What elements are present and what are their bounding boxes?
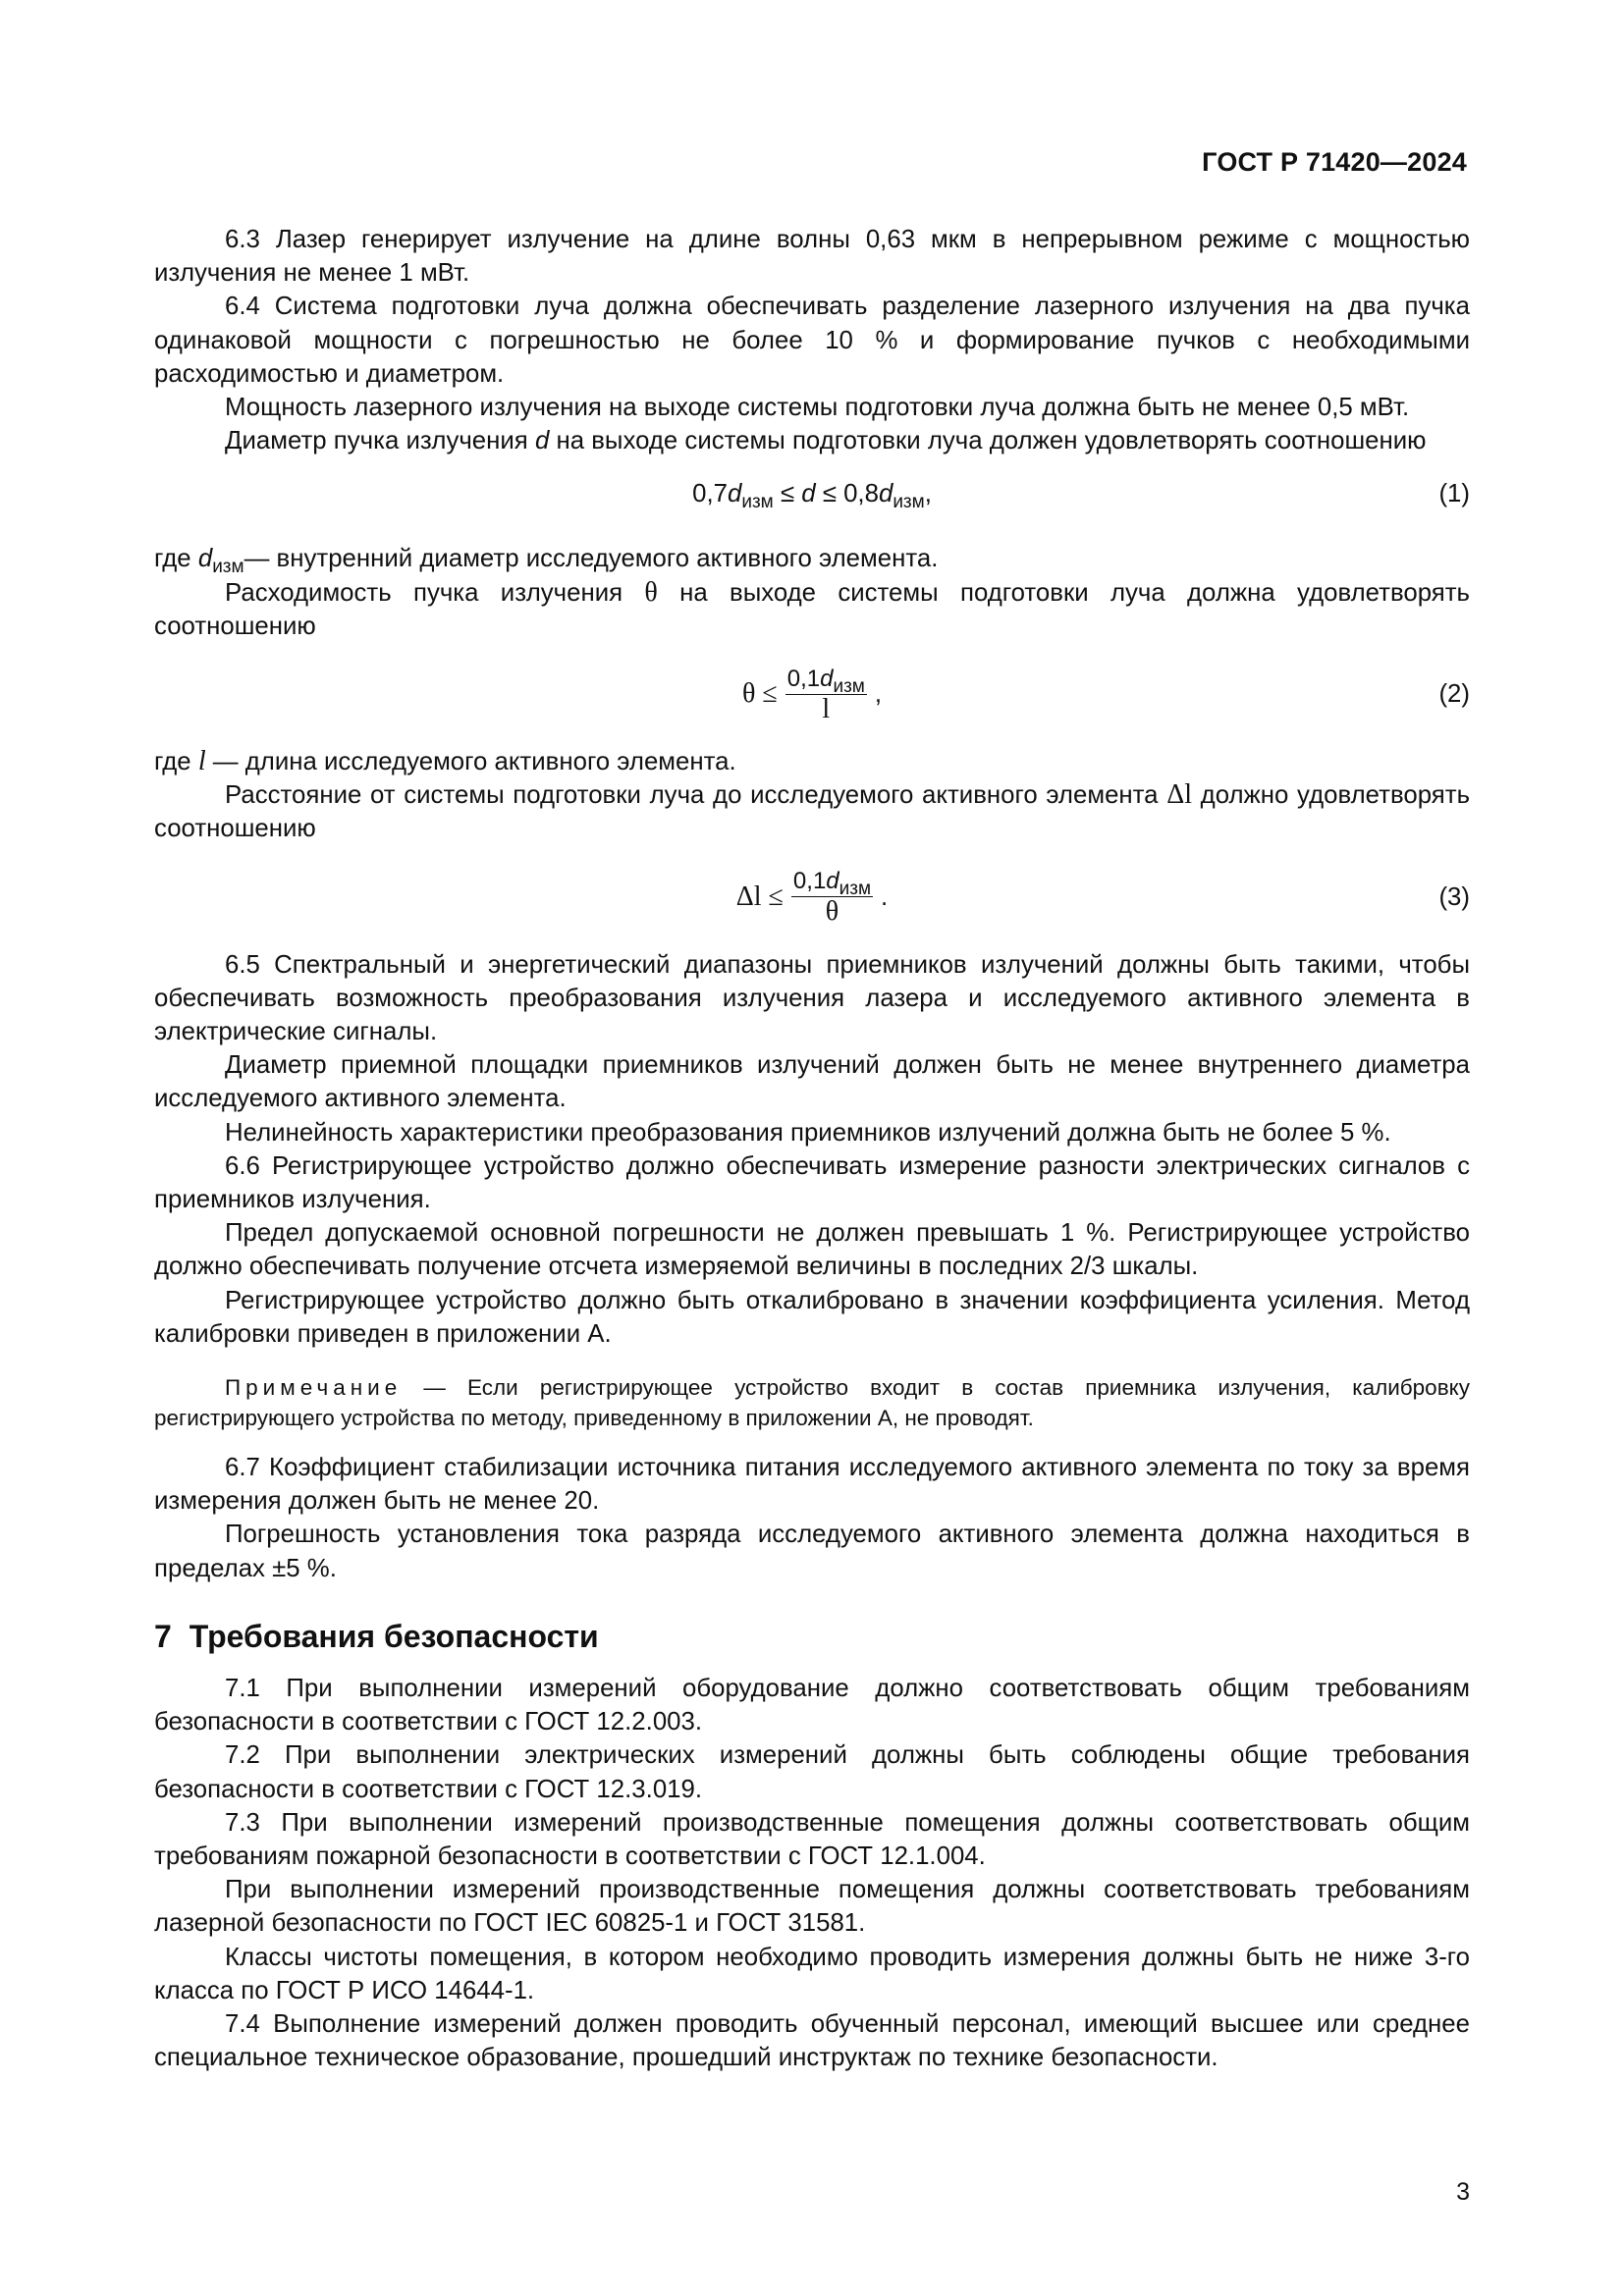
paragraph-cleanliness: Классы чистоты помещения, в котором необходимо проводить измерения должны быть не ниже 3-го класса по ГОСТ Р ИСО 14644-1. <box>154 1943 1470 2004</box>
formula-punct: . <box>881 882 889 911</box>
section-number: 7 <box>154 1618 172 1654</box>
numerator-subscript: изм <box>839 879 872 900</box>
paragraph-nonlinearity: Нелинейность характеристики преобразования приемников излучений должна быть не более 5 %. <box>225 1118 1391 1147</box>
paragraph-6-7: 6.7 Коэффициент стабилизации источника питания исследуемого активного элемента по току за время измерения должен быть не менее 20. <box>154 1454 1470 1516</box>
paragraph-7-4: 7.4 Выполнение измерений должен проводить обученный персонал, имеющий высшее или среднее специальное техническое образование, прошедший инструктаж по технике безопасности. <box>154 2009 1470 2072</box>
paragraph-beam-diameter <box>154 424 1470 457</box>
formula-3-number: (3) <box>1438 882 1470 911</box>
paragraph-receiver-area: Диаметр приемной площадки приемников излучений должен быть не менее внутреннего диаметра исследуемого активного элемента. <box>154 1051 1470 1113</box>
formula-row <box>742 666 882 723</box>
formula-1 <box>154 457 1470 540</box>
formula-text: ≤ 0,8 <box>815 480 879 508</box>
where-clause-l <box>154 745 1470 778</box>
fraction-denominator: θ <box>825 896 839 928</box>
symbol-d: d <box>197 545 213 573</box>
formula-1-number: (1) <box>1438 480 1470 508</box>
paragraph-6-4: 6.4 Система подготовки луча должна обеспечивать разделение лазерного излучения на два пучка одинаковой мощности с погрешностью не более 10 % и формирование пучков с необходимыми расходимостью и диаметром. <box>154 293 1470 388</box>
section-title: Требования безопасности <box>189 1618 599 1654</box>
formula-row <box>736 868 888 926</box>
paragraph-laser-power: Мощность лазерного излучения на выходе системы подготовки луча должна быть не менее 0,5 мВт. <box>225 394 1410 422</box>
formula-symbol: d <box>727 480 742 508</box>
text-run: на выходе системы подготовки луча должна удовлетворять соотношению <box>154 578 1470 640</box>
paragraph-divergence <box>154 576 1470 643</box>
formula-punct: , <box>874 679 883 708</box>
page-number: 3 <box>1456 2178 1470 2206</box>
text-run: Расходимость пучка излучения <box>225 578 645 607</box>
numerator-symbol: d <box>826 868 839 895</box>
numerator-symbol: d <box>820 665 834 692</box>
document-id-header: ГОСТ Р 71420—2024 <box>1202 147 1467 177</box>
paragraph-distance <box>154 778 1470 845</box>
formula-2-expression <box>154 643 1470 745</box>
note-label: Примечание <box>225 1375 403 1401</box>
numerator-subscript: изм <box>833 675 865 697</box>
formula-text: , <box>924 480 932 508</box>
section-7-heading <box>154 1617 1470 1656</box>
paragraph-7-2: 7.2 При выполнении электрических измерений должны быть соблюдены общие требования безопасности в соответствии с ГОСТ 12.3.019. <box>154 1741 1470 1803</box>
paragraph-laser-safety: При выполнении измерений производственные помещения должны соответствовать требованиям лазерной безопасности по ГОСТ IEC 60825-1 и ГОСТ 31581. <box>154 1876 1470 1938</box>
paragraph-current-error: Погрешность установления тока разряда исследуемого активного элемента должна находиться в пределах ±5 %. <box>154 1521 1470 1582</box>
paragraph-calibration: Регистрирующее устройство должно быть откалибровано в значении коэффициента усиления. Метод калибровки приведен в приложении А. <box>154 1286 1470 1348</box>
numerator-coef: 0,1 <box>786 665 821 692</box>
formula-subscript: изм <box>893 492 925 513</box>
formula-2 <box>154 643 1470 745</box>
paragraph-6-3: 6.3 Лазер генерирует излучение на длине волны 0,63 мкм в непрерывном режиме с мощностью излучения не менее 1 мВт. <box>154 226 1470 288</box>
fraction-numerator <box>785 666 867 695</box>
symbol-delta-l: Δl <box>1166 779 1192 811</box>
formula-symbol: d <box>878 480 893 508</box>
symbol-l: l <box>197 746 206 777</box>
text-run: Диаметр пучка излучения <box>225 427 535 455</box>
formula-text: 0,7 <box>692 480 728 508</box>
formula-subscript: изм <box>741 492 774 513</box>
formula-text: ≤ <box>773 480 802 508</box>
where-clause-d <box>154 542 1470 578</box>
text-run: где <box>154 545 198 573</box>
numerator-coef: 0,1 <box>792 868 827 895</box>
paragraph-7-3: 7.3 При выполнении измерений производственные помещения должны соответствовать общим требованиям пожарной безопасности в соответствии с ГОСТ 12.1.004. <box>154 1808 1470 1870</box>
text-run: на выходе системы подготовки луча должен удовлетворять соотношению <box>549 427 1427 455</box>
formula-2-number: (2) <box>1438 680 1470 709</box>
paragraph-error-limit: Предел допускаемой основной погрешности не должен превышать 1 %. Регистрирующее устройство должно обеспечивать получение отсчета измеряемой величины в последних 2/3 шкалы. <box>154 1219 1470 1281</box>
paragraph-7-1: 7.1 При выполнении измерений оборудование должно соответствовать общим требованиям безопасности в соответствии с ГОСТ 12.2.003. <box>154 1674 1470 1736</box>
formula-1-expression <box>154 477 1470 513</box>
paragraph-6-5: 6.5 Спектральный и энергетический диапазоны приемников излучений должны быть такими, чтобы обеспечивать возможность преобразования излучения лазера и исследуемого активного элемента в электрические сигналы. <box>154 950 1470 1046</box>
text-run: Расстояние от системы подготовки луча до исследуемого активного элемента <box>225 781 1167 810</box>
page-content <box>154 223 1470 2074</box>
text-run: — длина исследуемого активного элемента. <box>205 748 736 776</box>
note <box>154 1372 1470 1433</box>
fraction-denominator: l <box>822 693 831 724</box>
text-run: где <box>154 748 198 776</box>
symbol-d: d <box>534 427 550 455</box>
formula-symbol: d <box>801 480 816 508</box>
text-run: — внутренний диаметр исследуемого активного элемента. <box>244 545 939 573</box>
fraction <box>785 666 867 723</box>
formula-3 <box>154 846 1470 948</box>
formula-3-expression <box>154 846 1470 948</box>
fraction-numerator <box>791 868 873 900</box>
formula-lhs: Δl ≤ <box>735 881 784 912</box>
fraction <box>791 868 873 926</box>
symbol-theta: θ <box>644 576 658 608</box>
text-run: должно удовлетворять соотношению <box>154 781 1471 843</box>
subscript-izm: изм <box>212 557 244 578</box>
note-text: — Если регистрирующее устройство входит в состав приемника излучения, калибровку регистрирующего устройства по методу, приведенному в приложении А, не проводят. <box>154 1375 1470 1431</box>
paragraph-6-6: 6.6 Регистрирующее устройство должно обеспечивать измерение разности электрических сигналов с приемников излучения. <box>154 1151 1470 1214</box>
formula-lhs: θ ≤ <box>741 677 778 709</box>
